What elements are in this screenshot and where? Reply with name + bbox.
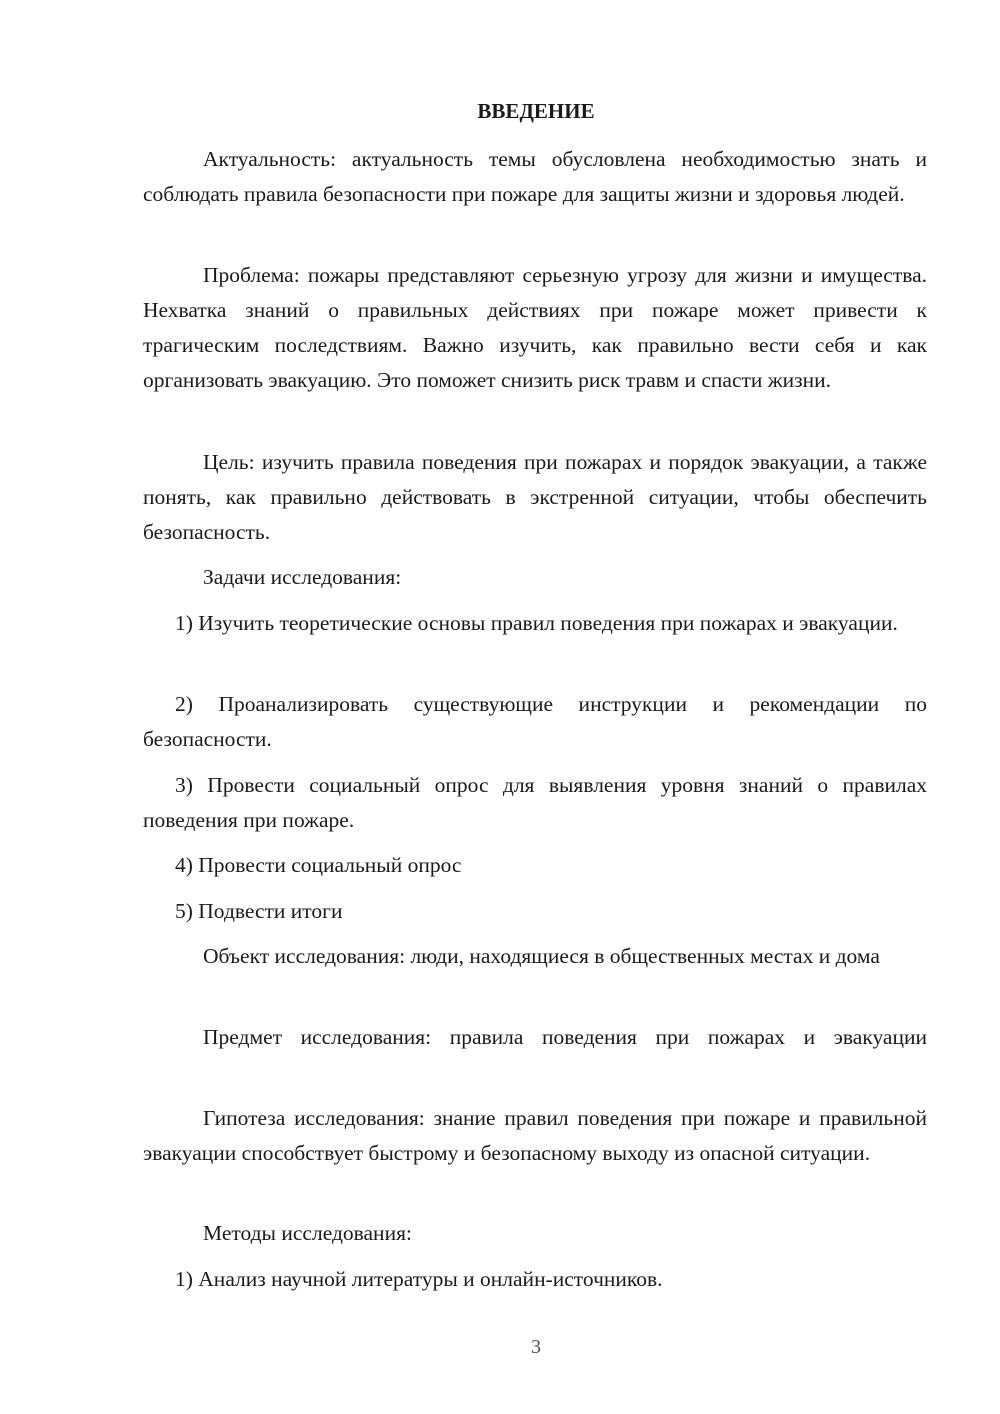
paragraph-problem: Проблема: пожары представляют серьезную угрозу для жизни и имущества. Нехватка знаний о правильных действиях при пожаре может привести к трагическим последствиям. Важно изучить, как правильно вести себя и как организовать эвакуацию. Это поможет снизить риск травм и спасти жизни. (143, 263, 927, 392)
paragraph-object: Объект исследования: люди, находящиеся в общественных местах и дома (203, 944, 880, 968)
list-item-task-1: 1) Изучить теоретические основы правил поведения при пожарах и эвакуации. (175, 611, 898, 635)
list-item-task-2: 2) Проанализировать существующие инструкции и рекомендации по безопасности. (143, 692, 927, 751)
page-number: 3 (531, 1336, 541, 1358)
section-heading: ВВЕДЕНИЕ (477, 99, 595, 123)
paragraph-hypothesis: Гипотеза исследования: знание правил поведения при пожаре и правильной эвакуации способствует быстрому и безопасному выходу из опасной ситуации. (143, 1106, 927, 1165)
list-item-task-3: 3) Провести социальный опрос для выявления уровня знаний о правилах поведения при пожаре. (143, 773, 927, 832)
list-item-task-4: 4) Провести социальный опрос (175, 853, 462, 877)
paragraph-methods-title: Методы исследования: (203, 1221, 412, 1245)
paragraph-subject: Предмет исследования: правила поведения при пожарах и эвакуации (203, 1025, 927, 1049)
paragraph-goal: Цель: изучить правила поведения при пожарах и порядок эвакуации, а также понять, как правильно действовать в экстренной ситуации, чтобы обеспечить безопасность. (143, 450, 927, 544)
list-item-method-1: 1) Анализ научной литературы и онлайн-источников. (175, 1267, 663, 1291)
paragraph-tasks-title: Задачи исследования: (203, 565, 402, 589)
list-item-task-5: 5) Подвести итоги (175, 899, 343, 923)
paragraph-relevance: Актуальность: актуальность темы обусловлена необходимостью знать и соблюдать правила безопасности при пожаре для защиты жизни и здоровья людей. (143, 147, 927, 206)
